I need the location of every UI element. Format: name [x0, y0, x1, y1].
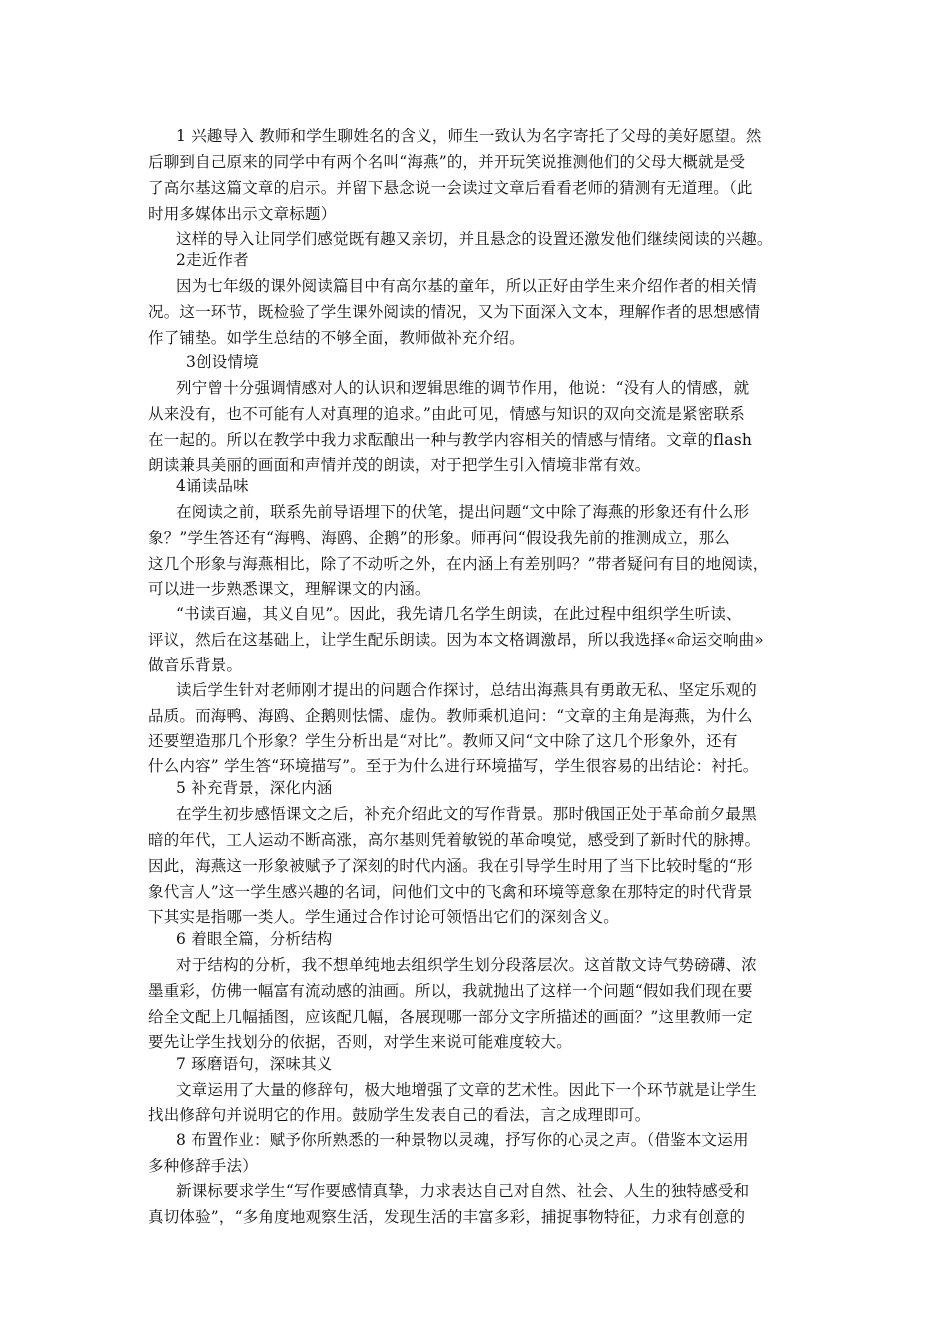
- text-line: 从来没有，也不可能有人对真理的追求。”由此可见，情感与知识的双向交流是紧密联系: [148, 405, 745, 423]
- text-line: 对于结构的分析，我不想单纯地去组织学生划分段落层次。这首散文诗气势磅礴、浓: [176, 956, 757, 974]
- text-line: 多种修辞手法）: [148, 1157, 258, 1175]
- text-line: 1 兴趣导入 教师和学生聊姓名的含义，师生一致认为名字寄托了父母的美好愿望。然: [176, 127, 762, 145]
- text-line: 墨重彩，仿佛一幅富有流动感的油画。所以，我就抛出了这样一个问题“假如我们现在要: [148, 982, 753, 1000]
- text-line: 评议，然后在这基础上，让学生配乐朗读。因为本文格调激昂，所以我选择«命运交响曲»: [148, 631, 764, 649]
- section-heading: 5 补充背景，深化内涵: [176, 779, 333, 797]
- text-line: 新课标要求学生“写作要感情真挚，力求表达自己对自然、社会、人生的独特感受和: [176, 1182, 750, 1200]
- section-heading: 4诵读品味: [176, 477, 249, 495]
- text-line: 这样的导入让同学们感觉既有趣又亲切，并且悬念的设置还激发他们继续阅读的兴趣。: [176, 230, 773, 248]
- text-line: 因此，海燕这一形象被赋予了深刻的时代内涵。我在引导学生时用了当下比较时髦的“形: [148, 857, 753, 875]
- text-line: 找出修辞句并说明它的作用。鼓励学生发表自己的看法，言之成理即可。: [148, 1106, 651, 1124]
- text-line: 还要塑造那几个形象？学生分析出是“对比”。教师又问“文中除了这几个形象外，还有: [148, 732, 738, 750]
- text-line: “书读百遍，其义自见”。因此，我先请几名学生朗读，在此过程中组织学生听读、: [176, 605, 742, 623]
- text-line: 了高尔基这篇文章的启示。并留下悬念说一会读过文章后看看老师的猜测有无道理。（此: [148, 179, 753, 197]
- text-line: 真切体验”，“多角度地观察生活，发现生活的丰富多彩，捕捉事物特征，力求有创意的: [148, 1208, 746, 1226]
- text-line: 列宁曾十分强调情感对人的认识和逻辑思维的调节作用，他说：“没有人的情感，就: [176, 379, 750, 397]
- text-line: 后聊到自己原来的同学中有两个名叫“海燕”的，并开玩笑说推测他们的父母大概就是受: [148, 153, 746, 171]
- section-heading: 3创设情境: [186, 353, 259, 371]
- text-line: 给全文配上几幅插图，应该配几幅，各展现哪一部分文字所描述的画面？”这里教师一定: [148, 1008, 753, 1026]
- section-heading: 7 琢磨语句，深味其义: [176, 1055, 333, 1073]
- text-line: 况。这一环节，既检验了学生课外阅读的情况，又为下面深入文本，理解作者的思想感情: [148, 303, 761, 321]
- text-line: 这几个形象与海燕相比，除了不动听之外，在内涵上有差别吗？”带者疑问有目的地阅读，: [148, 555, 769, 573]
- text-line: 读后学生针对老师刚才提出的问题合作探讨，总结出海燕具有勇敢无私、坚定乐观的: [176, 681, 757, 699]
- text-line: 在一起的。所以在教学中我力求酝酿出一种与教学内容相关的情感与情绪。文章的flash: [148, 431, 753, 449]
- text-line: 朗读兼具美丽的画面和声情并茂的朗读，对于把学生引入情境非常有效。: [148, 456, 651, 474]
- section-heading: 2走近作者: [176, 251, 249, 269]
- text-line: 什么内容” 学生答“环境描写”。至于为什么进行环境描写，学生很容易的出结论：衬托。: [148, 757, 759, 775]
- section-heading: 6 着眼全篇，分析结构: [176, 930, 333, 948]
- text-line: 可以进一步熟悉课文，理解课文的内涵。: [148, 580, 431, 598]
- text-line: 象代言人”这一学生感兴趣的名词，问他们文中的飞禽和环境等意象在那特定的时代背景: [148, 883, 753, 901]
- text-line: 在学生初步感悟课文之后，补充介绍此文的写作背景。那时俄国正处于革命前夕最黑: [176, 805, 757, 823]
- text-line: 下其实是指哪一类人。学生通过合作讨论可领悟出它们的深刻含义。: [148, 908, 620, 926]
- text-line: 做音乐背景。: [148, 656, 243, 674]
- section-heading: 8 布置作业：赋予你所熟悉的一种景物以灵魂，抒写你的心灵之声。（借鉴本文运用: [176, 1131, 749, 1149]
- text-line: 作了铺垫。如学生总结的不够全面，教师做补充介绍。: [148, 329, 525, 347]
- text-line: 品质。而海鸭、海鸥、企鹅则怯懦、虚伪。教师乘机追问：“文章的主角是海燕，为什么: [148, 707, 753, 725]
- text-line: 文章运用了大量的修辞句，极大地增强了文章的艺术性。因此下一个环节就是让学生: [176, 1081, 757, 1099]
- text-line: 要先让学生找划分的依据，否则，对学生来说可能难度较大。: [148, 1033, 572, 1051]
- text-line: 在阅读之前，联系先前导语埋下的伏笔，提出问题“文中除了海燕的形象还有什么形: [176, 503, 750, 521]
- text-line: 时用多媒体出示文章标题）: [148, 205, 337, 223]
- text-line: 暗的年代，工人运动不断高涨，高尔基则凭着敏锐的革命嗅觉，感受到了新时代的脉搏。: [148, 831, 761, 849]
- text-line: 象？”学生答还有“海鸭、海鸥、企鹅”的形象。师再问“假设我先前的推测成立，那么: [148, 529, 730, 547]
- text-line: 因为七年级的课外阅读篇目中有高尔基的童年，所以正好由学生来介绍作者的相关情: [176, 277, 757, 295]
